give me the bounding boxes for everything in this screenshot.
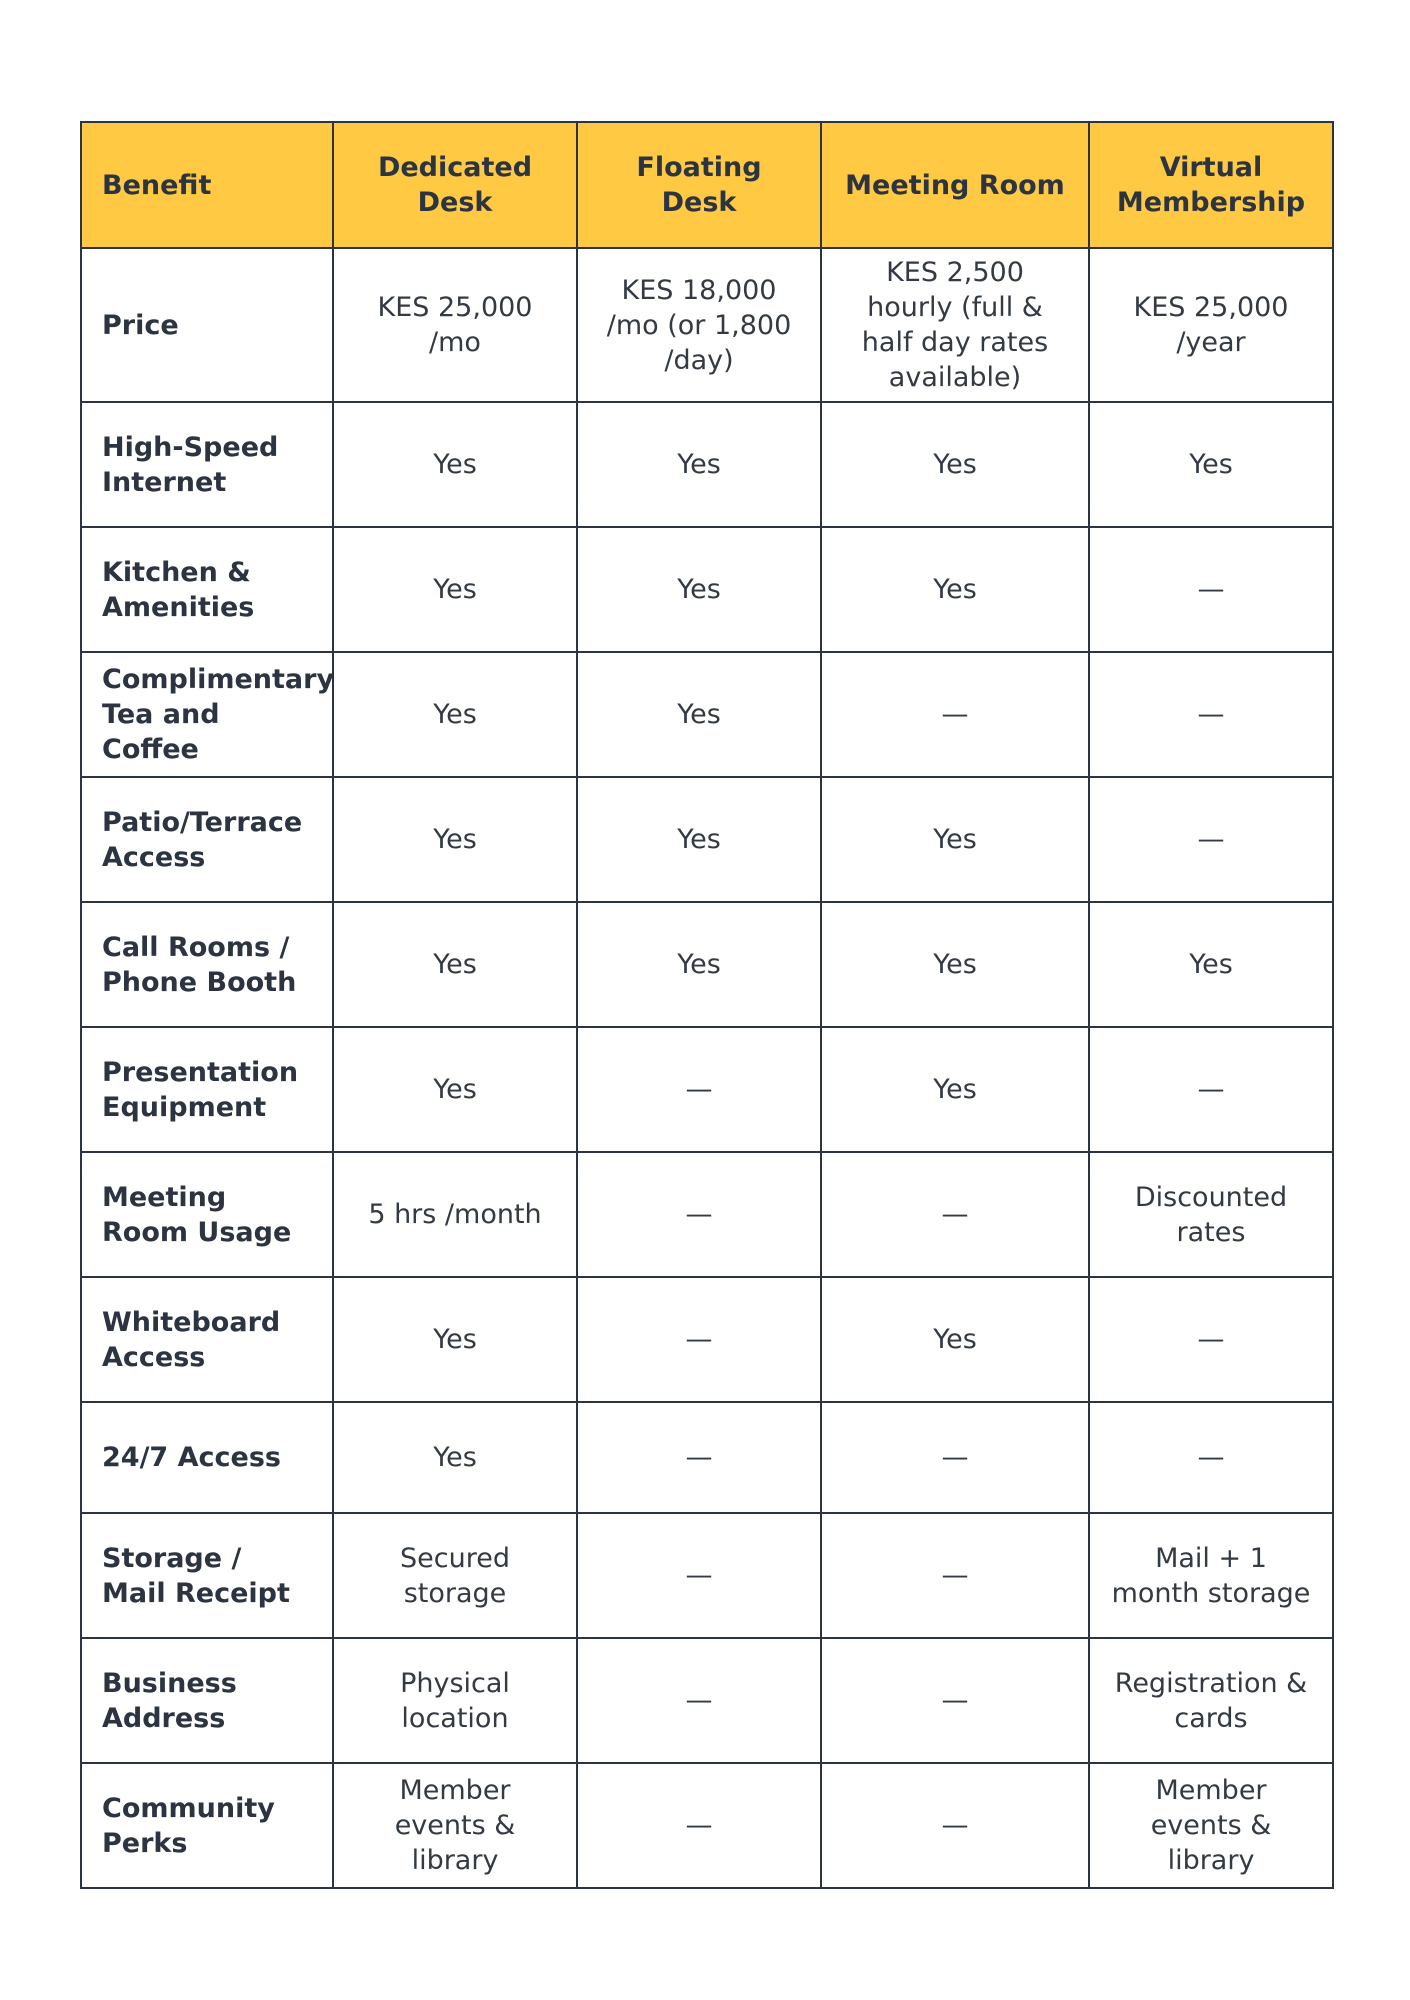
cell-meeting-room: Yes xyxy=(821,902,1089,1027)
cell-floating-desk: — xyxy=(577,1513,821,1638)
cell-floating-desk: Yes xyxy=(577,902,821,1027)
cell-floating-desk: — xyxy=(577,1277,821,1402)
header-row xyxy=(81,122,1333,248)
table-row-business-address xyxy=(81,1638,1333,1763)
table-row-price xyxy=(81,248,1333,402)
cell-dedicated-desk: Yes xyxy=(333,402,577,527)
cell-floating-desk: Yes xyxy=(577,777,821,902)
cell-floating-desk: — xyxy=(577,1638,821,1763)
membership-comparison-table xyxy=(80,121,1334,1889)
cell-virtual-membership: — xyxy=(1089,652,1333,777)
cell-virtual-membership: — xyxy=(1089,1402,1333,1513)
cell-dedicated-desk: Yes xyxy=(333,1402,577,1513)
cell-meeting-room: Yes xyxy=(821,1027,1089,1152)
cell-floating-desk: — xyxy=(577,1027,821,1152)
cell-dedicated-desk: Yes xyxy=(333,777,577,902)
table-row-kitchen-amenities xyxy=(81,527,1333,652)
header-virtual-membership: Virtual Membership xyxy=(1089,122,1333,248)
cell-floating-desk: — xyxy=(577,1763,821,1888)
cell-dedicated-desk: Physical location xyxy=(333,1638,577,1763)
table-row-meeting-room-usage xyxy=(81,1152,1333,1277)
cell-floating-desk: Yes xyxy=(577,402,821,527)
table-row-call-rooms xyxy=(81,902,1333,1027)
benefit-label: Whiteboard Access xyxy=(81,1277,333,1402)
cell-virtual-membership: Yes xyxy=(1089,902,1333,1027)
benefit-label: Meeting Room Usage xyxy=(81,1152,333,1277)
header-meeting-room: Meeting Room xyxy=(821,122,1089,248)
cell-meeting-room: Yes xyxy=(821,777,1089,902)
cell-meeting-room: — xyxy=(821,652,1089,777)
cell-floating-desk: — xyxy=(577,1152,821,1277)
table-row-24-7-access xyxy=(81,1402,1333,1513)
benefit-label: Storage / Mail Receipt xyxy=(81,1513,333,1638)
cell-meeting-room: Yes xyxy=(821,1277,1089,1402)
table-row-presentation-equipment xyxy=(81,1027,1333,1152)
cell-dedicated-desk: Yes xyxy=(333,1277,577,1402)
cell-meeting-room: — xyxy=(821,1513,1089,1638)
benefit-label: Call Rooms / Phone Booth xyxy=(81,902,333,1027)
cell-virtual-membership: — xyxy=(1089,777,1333,902)
table-row-tea-coffee xyxy=(81,652,1333,777)
cell-virtual-membership: — xyxy=(1089,527,1333,652)
header-floating-desk: Floating Desk xyxy=(577,122,821,248)
cell-meeting-room: — xyxy=(821,1763,1089,1888)
benefit-label: Patio/Terrace Access xyxy=(81,777,333,902)
cell-meeting-room: — xyxy=(821,1402,1089,1513)
cell-dedicated-desk: 5 hrs /month xyxy=(333,1152,577,1277)
cell-meeting-room: — xyxy=(821,1152,1089,1277)
benefit-label: 24/7 Access xyxy=(81,1402,333,1513)
cell-meeting-room: — xyxy=(821,1638,1089,1763)
table-row-high-speed-internet xyxy=(81,402,1333,527)
cell-dedicated-desk: Yes xyxy=(333,1027,577,1152)
cell-meeting-room: Yes xyxy=(821,402,1089,527)
cell-dedicated-desk: Yes xyxy=(333,652,577,777)
header-benefit: Benefit xyxy=(81,122,333,248)
cell-virtual-membership: Mail + 1 month storage xyxy=(1089,1513,1333,1638)
cell-virtual-membership: Registration & cards xyxy=(1089,1638,1333,1763)
cell-floating-desk: — xyxy=(577,1402,821,1513)
cell-floating-desk: Yes xyxy=(577,652,821,777)
cell-virtual-membership: Discounted rates xyxy=(1089,1152,1333,1277)
header-dedicated-desk: Dedicated Desk xyxy=(333,122,577,248)
cell-meeting-room: Yes xyxy=(821,527,1089,652)
table-row-whiteboard-access xyxy=(81,1277,1333,1402)
benefit-label: Community Perks xyxy=(81,1763,333,1888)
benefit-label: High-Speed Internet xyxy=(81,402,333,527)
cell-floating-desk: Yes xyxy=(577,527,821,652)
cell-floating-desk: KES 18,000 /mo (or 1,800 /day) xyxy=(577,248,821,402)
cell-meeting-room: KES 2,500 hourly (full & half day rates available) xyxy=(821,248,1089,402)
cell-dedicated-desk: Secured storage xyxy=(333,1513,577,1638)
table-header xyxy=(81,122,1333,248)
table-row-patio-terrace xyxy=(81,777,1333,902)
cell-dedicated-desk: Member events & library xyxy=(333,1763,577,1888)
benefit-label: Presentation Equipment xyxy=(81,1027,333,1152)
benefit-label: Price xyxy=(81,248,333,402)
cell-virtual-membership: KES 25,000 /year xyxy=(1089,248,1333,402)
table-row-storage-mail xyxy=(81,1513,1333,1638)
cell-virtual-membership: — xyxy=(1089,1027,1333,1152)
benefit-label: Business Address xyxy=(81,1638,333,1763)
cell-virtual-membership: Yes xyxy=(1089,402,1333,527)
table-body xyxy=(81,248,1333,1888)
cell-dedicated-desk: Yes xyxy=(333,527,577,652)
cell-virtual-membership: — xyxy=(1089,1277,1333,1402)
table-row-community-perks xyxy=(81,1763,1333,1888)
cell-virtual-membership: Member events & library xyxy=(1089,1763,1333,1888)
cell-dedicated-desk: Yes xyxy=(333,902,577,1027)
benefit-label: Kitchen & Amenities xyxy=(81,527,333,652)
cell-dedicated-desk: KES 25,000 /mo xyxy=(333,248,577,402)
benefit-label: Complimentary Tea and Coffee xyxy=(81,652,333,777)
